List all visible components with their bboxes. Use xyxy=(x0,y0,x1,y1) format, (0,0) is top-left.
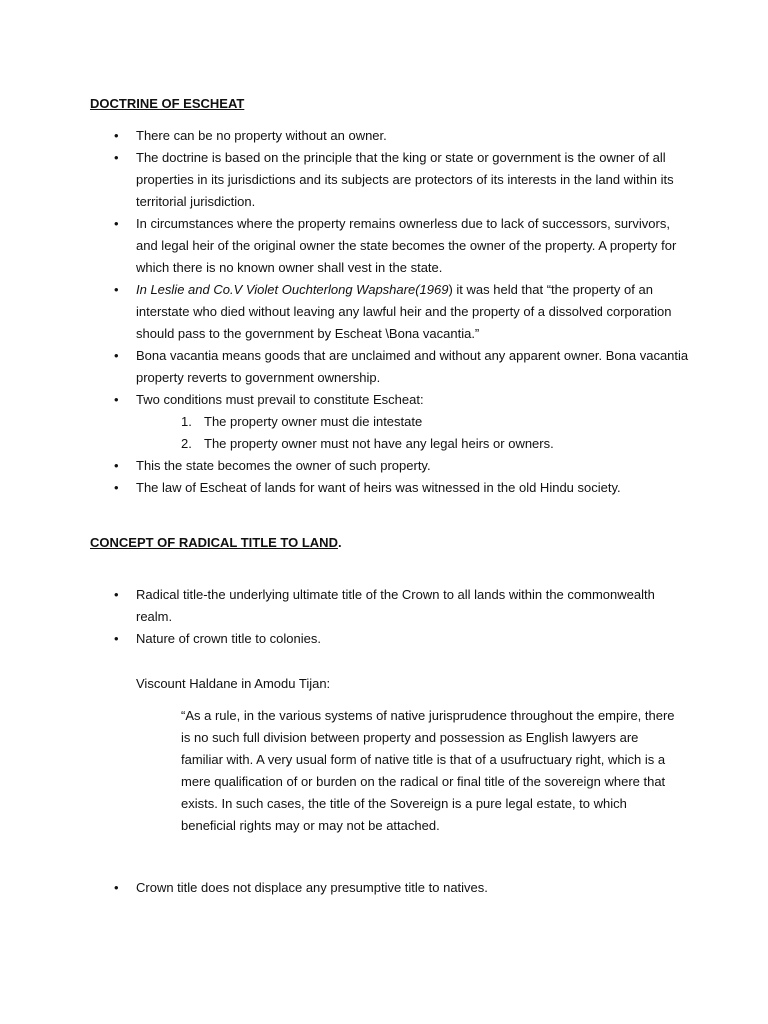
bullet-icon: • xyxy=(114,458,119,473)
bullet-text: The doctrine is based on the principle that the king or state or government is the owner of all properties in its jurisdictions and its subjects are protectors of its interests in the land within its territorial jurisdiction. xyxy=(136,150,674,209)
escheat-bullet-list xyxy=(90,125,690,499)
number-marker: 1. xyxy=(181,414,192,429)
bullet-icon: • xyxy=(114,150,119,165)
bullet-icon: • xyxy=(114,348,119,363)
section-heading-escheat xyxy=(90,96,244,112)
bullet-icon: • xyxy=(114,392,119,407)
bullet-icon: • xyxy=(114,880,119,895)
bullet-text: Two conditions must prevail to constitute Escheat: xyxy=(136,392,424,407)
list-item-conditions xyxy=(90,389,690,455)
bullet-icon: • xyxy=(114,631,119,646)
bullet-text: Radical title-the underlying ultimate title of the Crown to all lands within the commonwealth realm. xyxy=(136,587,655,624)
section-heading-radical-title xyxy=(90,535,342,551)
condition-text: The property owner must die intestate xyxy=(204,414,423,429)
bullet-text: The law of Escheat of lands for want of heirs was witnessed in the old Hindu society. xyxy=(136,480,621,495)
list-item xyxy=(90,477,690,499)
condition-item xyxy=(136,411,690,433)
list-item xyxy=(90,455,690,477)
bullet-text: Nature of crown title to colonies. xyxy=(136,631,321,646)
conditions-list xyxy=(136,411,690,455)
list-item xyxy=(90,628,690,650)
bullet-text: Bona vacantia means goods that are unclaimed and without any apparent owner. Bona vacantia property reverts to government ownership. xyxy=(136,348,689,385)
list-item xyxy=(90,345,690,389)
heading-suffix: . xyxy=(337,535,342,550)
condition-text: The property owner must not have any legal heirs or owners. xyxy=(204,436,554,451)
list-item xyxy=(90,147,690,213)
list-item xyxy=(90,125,690,147)
final-bullet-list xyxy=(90,877,690,899)
number-marker: 2. xyxy=(181,436,192,451)
heading-text: CONCEPT OF RADICAL TITLE TO LAND xyxy=(90,535,338,550)
condition-item xyxy=(136,433,690,455)
list-item xyxy=(90,213,690,279)
bullet-icon: • xyxy=(114,128,119,143)
case-name: In Leslie and Co.V Violet Ouchterlong Wapshare(1969 xyxy=(136,282,449,297)
bullet-text: This the state becomes the owner of such property. xyxy=(136,458,431,473)
bullet-icon: • xyxy=(114,480,119,495)
bullet-icon: • xyxy=(114,282,119,297)
bullet-text: In circumstances where the property remains ownerless due to lack of successors, survivors, and legal heir of the original owner the state becomes the owner of the property. A property for which there is no known owner shall vest in the state. xyxy=(136,216,677,275)
list-item-case xyxy=(90,279,690,345)
list-item xyxy=(90,877,690,899)
case-holding: ) it was held that “the property of an interstate who died without leaving any lawful heir and the property of a dissolved corporation should pass to the government by Escheat \Bona vacantia.” xyxy=(136,282,672,341)
bullet-icon: • xyxy=(114,587,119,602)
bullet-text: Crown title does not displace any presumptive title to natives. xyxy=(136,880,488,895)
heading-text: DOCTRINE OF ESCHEAT xyxy=(90,96,245,111)
block-quote: “As a rule, in the various systems of native jurisprudence throughout the empire, there is no such full division between property and possession as English lawyers are familiar with. A very usual form of native title is that of a usufructuary right, which is a mere qualification of or burden on the radical or final title of the sovereign where that exists. In such cases, the title of the Sovereign is a pure legal estate, to which beneficial rights may or may not be attached. xyxy=(181,708,675,833)
radical-title-bullet-list xyxy=(90,584,690,650)
bullet-icon: • xyxy=(114,216,119,231)
citation-line: Viscount Haldane in Amodu Tijan: xyxy=(136,676,331,691)
list-item xyxy=(90,584,690,628)
bullet-text: There can be no property without an owner. xyxy=(136,128,387,143)
